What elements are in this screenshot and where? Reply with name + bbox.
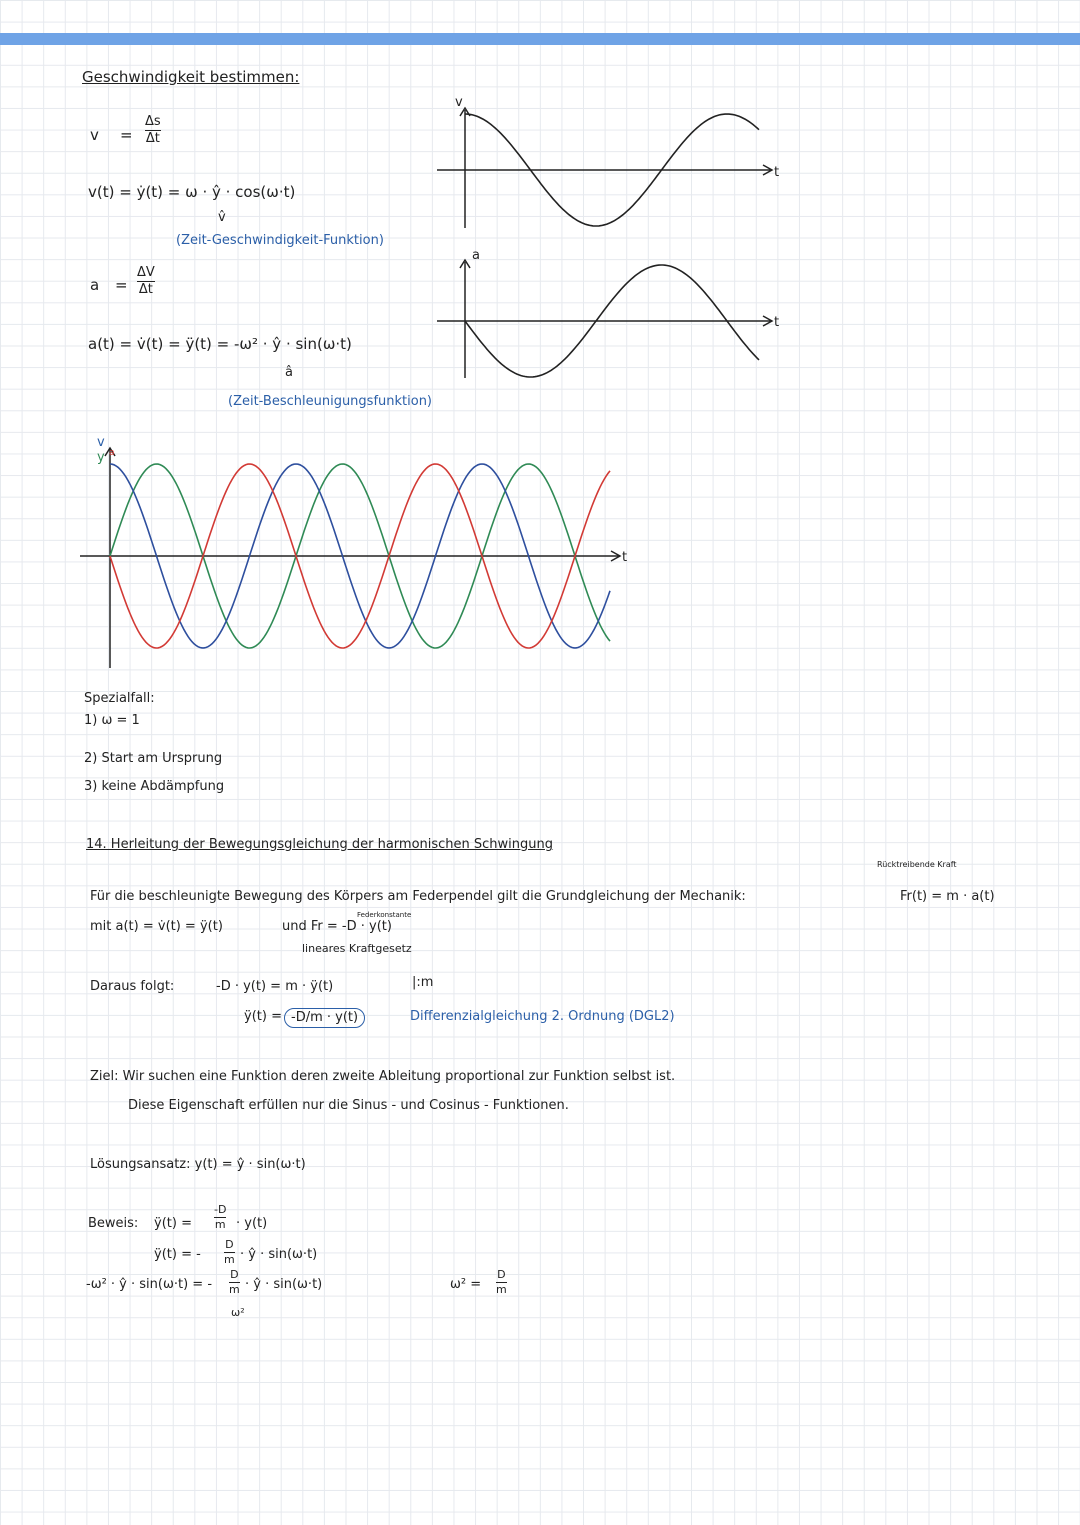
line1: Für die beschleunigte Bewegung des Körpers am Federpendel gilt die Grundgleichung der Mechanik: (90, 889, 746, 904)
b3a: -ω² · ŷ · sin(ω·t) = - (86, 1277, 213, 1292)
section-title: Geschwindigkeit bestimmen: (82, 68, 300, 86)
ds-numerator: Δs (145, 114, 161, 129)
ziel-line2: Diese Eigenschaft erfüllen nur die Sinus - und Cosinus - Funktionen. (128, 1098, 569, 1113)
federkonstante-label: Federkonstante (357, 911, 412, 919)
acceleration-function: a(t) = v̇(t) = ÿ(t) = -ω² · ŷ · sin(ω·t) (88, 335, 352, 353)
grundgleichung: Fr(t) = m · a(t) (900, 889, 995, 904)
spezialfall-item-1: 1) ω = 1 (84, 713, 140, 728)
b1a: ÿ(t) = (154, 1216, 192, 1231)
result-fraction (496, 1269, 507, 1296)
b3-num: D (230, 1268, 239, 1281)
line2b: und Fr = -D · y(t) (282, 919, 392, 934)
dv-numerator: ΔV (137, 265, 155, 280)
velocity-function: v(t) = ẏ(t) = ω · ŷ · cos(ω·t) (88, 183, 296, 201)
g3-v-label: v (97, 435, 105, 450)
a-hat: â (285, 365, 293, 380)
b3-under: ω² (231, 1306, 245, 1319)
v-hat: v̂ (218, 210, 226, 225)
b3-den: m (229, 1283, 240, 1296)
g3-a-label: a (109, 448, 115, 458)
b1-den: m (214, 1218, 226, 1231)
v-symbol: v (90, 126, 99, 144)
equals-sign: = (120, 126, 133, 144)
a-symbol: a (90, 276, 100, 294)
result-num: D (497, 1268, 506, 1281)
section14-title: 14. Herleitung der Bewegungsgleichung der harmonischen Schwingung (86, 837, 554, 852)
eq1: -D · y(t) = m · ÿ(t) (216, 979, 334, 994)
eq2a: ÿ(t) = (244, 1009, 282, 1024)
b1-num: -D (214, 1203, 227, 1216)
b2-den: m (224, 1253, 235, 1266)
b3-fraction (229, 1269, 240, 1296)
spezialfall-title: Spezialfall: (84, 691, 155, 706)
g1-y-label: v (455, 95, 463, 110)
dgl-note: Differenzialgleichung 2. Ordnung (DGL2) (410, 1009, 675, 1024)
b3b: · ŷ · sin(ω·t) (245, 1277, 323, 1292)
acceleration-note: (Zeit-Beschleunigungsfunktion) (228, 394, 433, 409)
divide-m: |:m (412, 975, 434, 990)
g1-x-label: t (774, 165, 780, 180)
g3-x-label: t (622, 550, 628, 565)
b1b: · y(t) (236, 1216, 268, 1231)
g3-y-label: y (97, 450, 105, 465)
loesungsansatz: Lösungsansatz: y(t) = ŷ · sin(ω·t) (90, 1157, 306, 1172)
g2-x-label: t (774, 315, 780, 330)
result-lhs: ω² = (450, 1277, 482, 1292)
line2a: mit a(t) = v̇(t) = ÿ(t) (90, 919, 223, 934)
dt2-denominator: Δt (138, 282, 153, 297)
b1-fraction (214, 1204, 226, 1231)
daraus-folgt: Daraus folgt: (90, 979, 175, 994)
b2-num: D (225, 1238, 234, 1251)
b2b: · ŷ · sin(ω·t) (240, 1247, 318, 1262)
b2-fraction (224, 1239, 235, 1266)
rueck-label: Rücktreibende Kraft (877, 860, 957, 869)
beweis-label: Beweis: (88, 1216, 139, 1231)
equals-sign-2: = (115, 276, 128, 294)
velocity-note: (Zeit-Geschwindigkeit-Funktion) (176, 233, 384, 248)
b2a: ÿ(t) = - (154, 1247, 201, 1262)
spezialfall-item-2: 2) Start am Ursprung (84, 751, 223, 766)
spezialfall-item-3: 3) keine Abdämpfung (84, 779, 225, 794)
dt-denominator: Δt (145, 131, 160, 146)
kraftgesetz-note: lineares Kraftgesetz (302, 942, 412, 955)
result-den: m (496, 1283, 507, 1296)
g2-y-label: a (472, 248, 480, 263)
eq2b-circled: -D/m · y(t) (284, 1008, 365, 1028)
ziel-line1: Ziel: Wir suchen eine Funktion deren zweite Ableitung proportional zur Funktion selbst ist. (90, 1069, 676, 1084)
